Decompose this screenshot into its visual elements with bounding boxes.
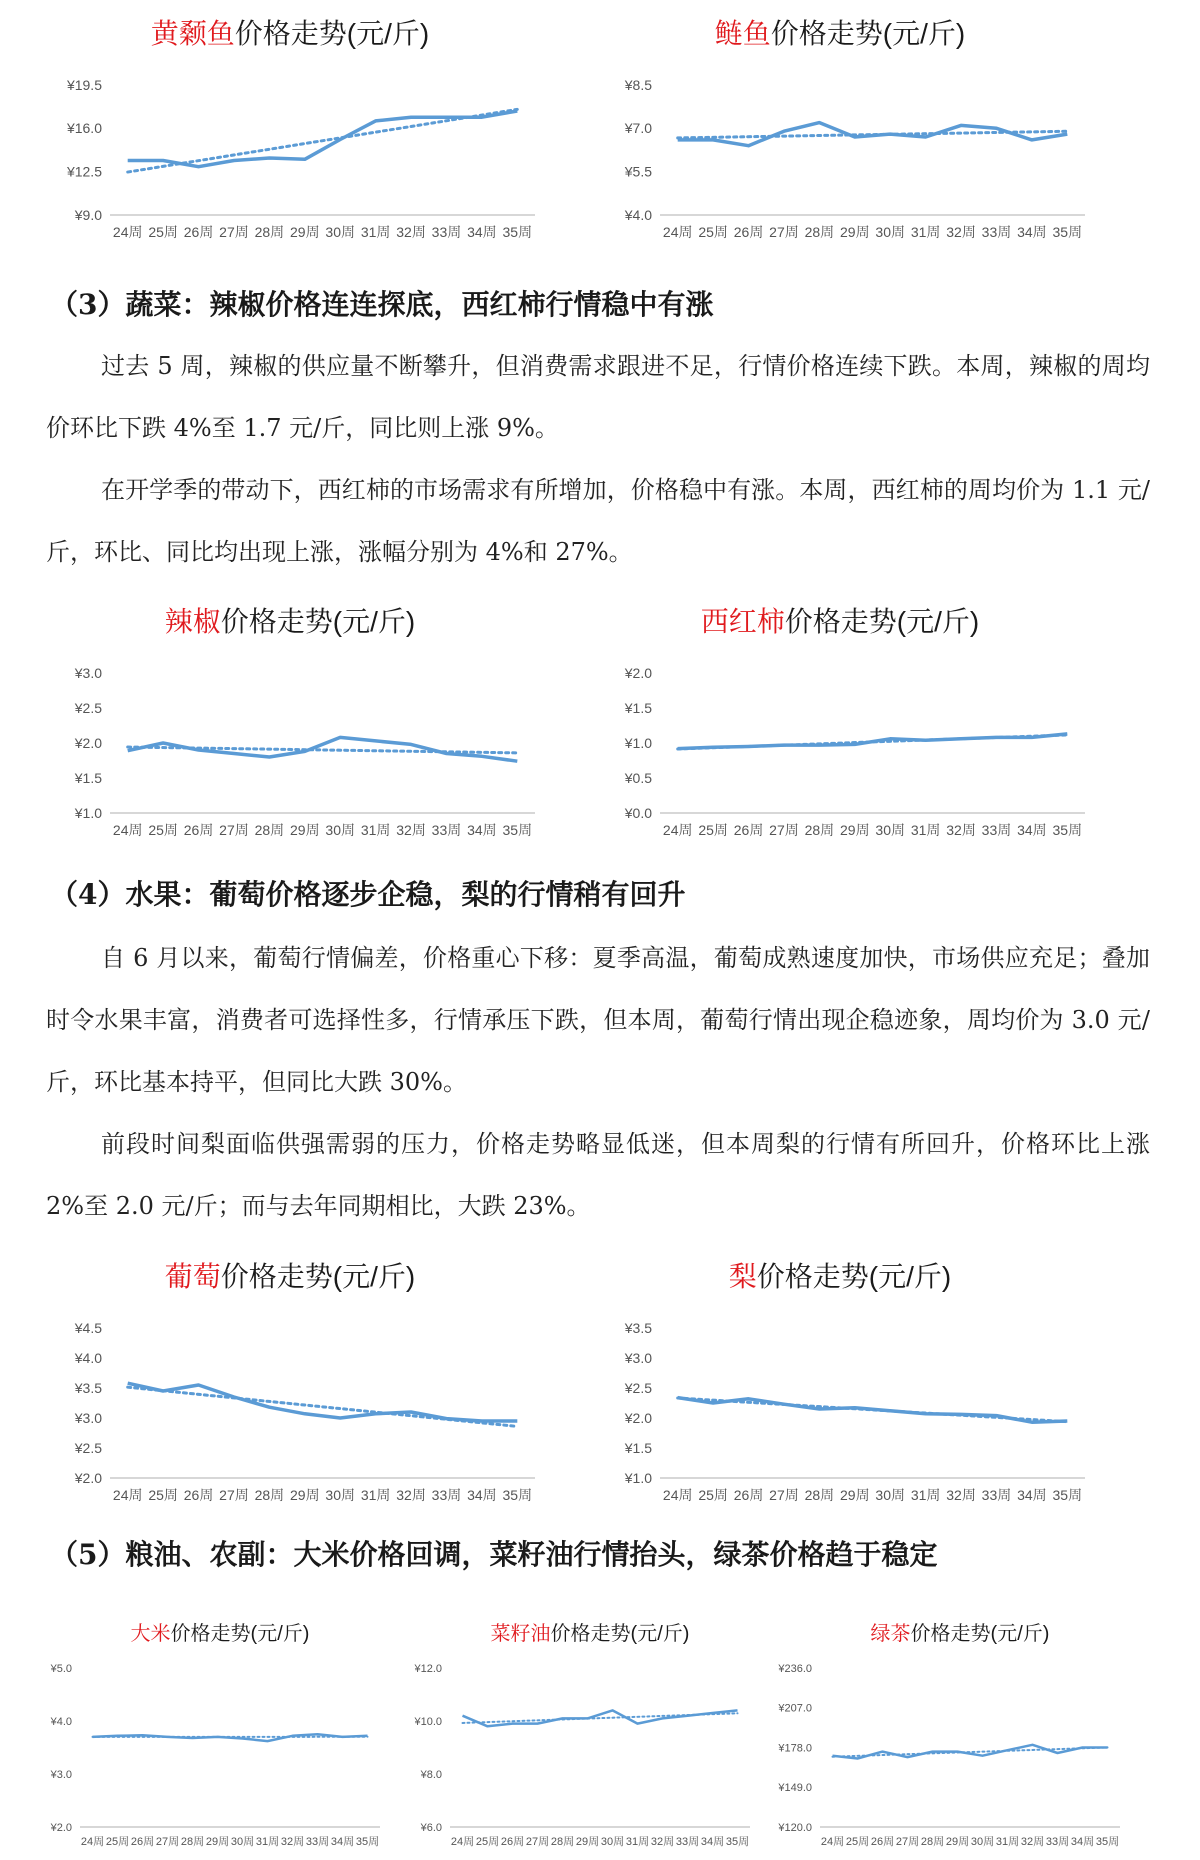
x-tick-label: 35周 bbox=[502, 822, 533, 838]
x-tick-label: 28周 bbox=[254, 822, 285, 838]
x-tick-label: 28周 bbox=[804, 822, 835, 838]
x-tick-label: 35周 bbox=[502, 224, 533, 240]
chart-title-highlight: 辣椒 bbox=[164, 606, 221, 637]
y-tick-label: ¥2.0 bbox=[50, 1821, 72, 1834]
x-tick-label: 32周 bbox=[1020, 1836, 1045, 1848]
chart-title bbox=[491, 1622, 690, 1645]
x-tick-label: 27周 bbox=[525, 1836, 550, 1848]
chart-title-rest: 价格走势(元/斤) bbox=[910, 1623, 1050, 1645]
section-heading-grain-oil: （5）粮油、农副：大米价格回调，菜籽油行情抬头，绿茶价格趋于稳定 bbox=[50, 1538, 938, 1571]
chart-svg bbox=[590, 1248, 1110, 1508]
y-tick-label: ¥0.0 bbox=[624, 804, 652, 821]
x-tick-label: 32周 bbox=[946, 224, 976, 240]
x-tick-label: 32周 bbox=[396, 822, 426, 838]
x-tick-label: 29周 bbox=[945, 1836, 970, 1848]
x-tick-label: 25周 bbox=[698, 822, 728, 838]
x-tick-label: 30周 bbox=[600, 1836, 625, 1848]
chart-title-highlight: 梨 bbox=[728, 1261, 757, 1292]
x-tick-label: 26周 bbox=[183, 822, 214, 838]
chart-title-rest: 价格走势(元/斤) bbox=[550, 1623, 690, 1645]
y-tick-label: ¥1.0 bbox=[624, 734, 652, 751]
x-tick-label: 35周 bbox=[502, 1487, 533, 1503]
x-tick-label: 35周 bbox=[355, 1836, 380, 1848]
x-tick-label: 29周 bbox=[840, 822, 870, 838]
y-tick-label: ¥3.5 bbox=[624, 1319, 652, 1336]
x-tick-label: 28周 bbox=[920, 1836, 945, 1848]
x-tick-label: 27周 bbox=[219, 1487, 249, 1503]
x-tick-label: 29周 bbox=[290, 224, 320, 240]
x-tick-label: 34周 bbox=[1017, 224, 1047, 240]
x-tick-label: 33周 bbox=[305, 1836, 330, 1848]
x-tick-label: 34周 bbox=[1017, 822, 1047, 838]
x-tick-label: 31周 bbox=[360, 224, 391, 240]
y-tick-label: ¥4.0 bbox=[624, 206, 652, 223]
x-tick-label: 25周 bbox=[148, 822, 178, 838]
y-tick-label: ¥4.0 bbox=[50, 1715, 72, 1728]
y-tick-label: ¥4.0 bbox=[74, 1349, 102, 1366]
x-tick-label: 33周 bbox=[431, 224, 462, 240]
x-tick-label: 34周 bbox=[467, 224, 497, 240]
y-tick-label: ¥3.0 bbox=[74, 664, 102, 681]
y-tick-label: ¥3.0 bbox=[50, 1768, 72, 1781]
para-fruits-2: 前段时间梨面临供强需弱的压力，价格走势略显低迷，但本周梨的行情有所回升，价格环比上涨 2%至 2.0 元/斤；而与去年同期相比，大跌 23%。 bbox=[46, 1130, 1150, 1220]
x-tick-label: 35周 bbox=[1052, 822, 1083, 838]
y-tick-label: ¥10.0 bbox=[414, 1715, 442, 1728]
x-tick-label: 31周 bbox=[625, 1836, 650, 1848]
x-tick-label: 26周 bbox=[183, 224, 214, 240]
x-tick-label: 34周 bbox=[467, 1487, 497, 1503]
chart-svg bbox=[590, 593, 1110, 843]
y-tick-label: ¥2.5 bbox=[74, 699, 102, 716]
x-tick-label: 32周 bbox=[946, 822, 976, 838]
chart-title bbox=[715, 18, 965, 49]
x-tick-label: 24周 bbox=[662, 1487, 693, 1503]
x-tick-label: 30周 bbox=[875, 1487, 905, 1503]
y-tick-label: ¥1.5 bbox=[74, 769, 102, 786]
x-tick-label: 32周 bbox=[396, 1487, 426, 1503]
x-tick-label: 28周 bbox=[550, 1836, 575, 1848]
y-tick-label: ¥8.0 bbox=[420, 1768, 442, 1781]
y-tick-label: ¥3.5 bbox=[74, 1379, 102, 1396]
x-tick-label: 34周 bbox=[1070, 1836, 1095, 1848]
x-tick-label: 31周 bbox=[255, 1836, 280, 1848]
x-tick-label: 30周 bbox=[230, 1836, 255, 1848]
chart-lvcha bbox=[780, 1600, 1140, 1855]
x-tick-label: 28周 bbox=[254, 224, 285, 240]
x-tick-label: 24周 bbox=[820, 1836, 845, 1848]
chart-xihongshi bbox=[590, 593, 1110, 843]
x-tick-label: 29周 bbox=[290, 1487, 320, 1503]
chart-svg bbox=[40, 1600, 400, 1855]
x-tick-label: 31周 bbox=[360, 822, 391, 838]
x-tick-label: 24周 bbox=[112, 1487, 143, 1503]
para-fruits-1: 自 6 月以来，葡萄行情偏差，价格重心下移：夏季高温，葡萄成熟速度加快，市场供应充足；叠加时令水果丰富，消费者可选择性多，行情承压下跌，但本周，葡萄行情出现企稳迹象，周均价为 3.0 元/斤，环比基本持平，但同比大跌 30%。 bbox=[46, 944, 1150, 1096]
x-tick-label: 32周 bbox=[396, 224, 426, 240]
y-tick-label: ¥207.0 bbox=[778, 1702, 812, 1715]
chart-title bbox=[131, 1622, 310, 1645]
x-tick-label: 35周 bbox=[1052, 1487, 1083, 1503]
x-tick-label: 33周 bbox=[675, 1836, 700, 1848]
chart-title bbox=[165, 606, 415, 637]
y-tick-label: ¥1.0 bbox=[624, 1469, 652, 1486]
y-tick-label: ¥2.0 bbox=[74, 734, 102, 751]
y-tick-label: ¥5.5 bbox=[624, 163, 652, 180]
chart-li bbox=[590, 1248, 1110, 1508]
x-tick-label: 32周 bbox=[650, 1836, 675, 1848]
x-tick-label: 27周 bbox=[155, 1836, 180, 1848]
x-tick-label: 28周 bbox=[254, 1487, 285, 1503]
y-tick-label: ¥3.0 bbox=[624, 1349, 652, 1366]
section-heading-fruits: （4）水果：葡萄价格逐步企稳，梨的行情稍有回升 bbox=[50, 878, 686, 911]
x-tick-label: 34周 bbox=[700, 1836, 725, 1848]
x-tick-label: 30周 bbox=[325, 822, 355, 838]
chart-lajiao bbox=[40, 593, 560, 843]
chart-title-highlight: 绿茶 bbox=[870, 1623, 911, 1645]
x-tick-label: 24周 bbox=[112, 224, 143, 240]
chart-title-rest: 价格走势(元/斤) bbox=[784, 606, 980, 637]
chart-huangsangyu bbox=[40, 5, 560, 245]
x-tick-label: 32周 bbox=[280, 1836, 305, 1848]
chart-title-rest: 价格走势(元/斤) bbox=[220, 1261, 416, 1292]
chart-svg bbox=[40, 1248, 560, 1508]
chart-title-highlight: 菜籽油 bbox=[490, 1623, 551, 1645]
x-tick-label: 29周 bbox=[840, 224, 870, 240]
x-tick-label: 24周 bbox=[450, 1836, 475, 1848]
chart-title-highlight: 葡萄 bbox=[164, 1261, 221, 1292]
chart-title-highlight: 黄颡鱼 bbox=[150, 18, 235, 49]
x-tick-label: 30周 bbox=[970, 1836, 995, 1848]
x-tick-label: 25周 bbox=[105, 1836, 130, 1848]
y-tick-label: ¥7.0 bbox=[624, 120, 652, 137]
chart-putao bbox=[40, 1248, 560, 1508]
x-tick-label: 31周 bbox=[360, 1487, 391, 1503]
x-tick-label: 34周 bbox=[467, 822, 497, 838]
y-tick-label: ¥120.0 bbox=[778, 1821, 812, 1834]
series-line bbox=[678, 734, 1068, 749]
y-tick-label: ¥2.0 bbox=[624, 1409, 652, 1426]
x-tick-label: 25周 bbox=[148, 1487, 178, 1503]
y-tick-label: ¥5.0 bbox=[50, 1662, 72, 1675]
x-tick-label: 25周 bbox=[148, 224, 178, 240]
chart-lianyu bbox=[590, 5, 1110, 245]
x-tick-label: 24周 bbox=[662, 224, 693, 240]
x-tick-label: 29周 bbox=[840, 1487, 870, 1503]
x-tick-label: 24周 bbox=[112, 822, 143, 838]
chart-caiziyou bbox=[410, 1600, 770, 1855]
y-tick-label: ¥149.0 bbox=[778, 1782, 812, 1795]
x-tick-label: 26周 bbox=[733, 224, 764, 240]
x-tick-label: 34周 bbox=[330, 1836, 355, 1848]
x-tick-label: 27周 bbox=[895, 1836, 920, 1848]
y-tick-label: ¥12.0 bbox=[414, 1662, 442, 1675]
x-tick-label: 26周 bbox=[733, 1487, 764, 1503]
x-tick-label: 25周 bbox=[698, 1487, 728, 1503]
x-tick-label: 33周 bbox=[431, 822, 462, 838]
x-tick-label: 24周 bbox=[80, 1836, 105, 1848]
chart-title bbox=[871, 1622, 1050, 1645]
x-tick-label: 31周 bbox=[910, 224, 941, 240]
x-tick-label: 34周 bbox=[1017, 1487, 1047, 1503]
chart-title bbox=[151, 18, 429, 49]
x-tick-label: 26周 bbox=[870, 1836, 895, 1848]
chart-svg bbox=[780, 1600, 1140, 1855]
series-line bbox=[678, 123, 1068, 146]
x-tick-label: 30周 bbox=[325, 1487, 355, 1503]
x-tick-label: 25周 bbox=[845, 1836, 870, 1848]
x-tick-label: 31周 bbox=[910, 822, 941, 838]
chart-title bbox=[701, 606, 979, 637]
y-tick-label: ¥0.5 bbox=[624, 769, 652, 786]
x-tick-label: 33周 bbox=[431, 1487, 462, 1503]
x-tick-label: 25周 bbox=[475, 1836, 500, 1848]
y-tick-label: ¥1.5 bbox=[624, 1439, 652, 1456]
x-tick-label: 27周 bbox=[769, 1487, 799, 1503]
x-tick-label: 31周 bbox=[995, 1836, 1020, 1848]
x-tick-label: 24周 bbox=[662, 822, 693, 838]
chart-svg bbox=[410, 1600, 770, 1855]
y-tick-label: ¥2.5 bbox=[74, 1439, 102, 1456]
chart-title bbox=[165, 1261, 415, 1292]
x-tick-label: 29周 bbox=[205, 1836, 230, 1848]
x-tick-label: 27周 bbox=[219, 822, 249, 838]
y-tick-label: ¥16.0 bbox=[66, 120, 102, 137]
x-tick-label: 30周 bbox=[875, 224, 905, 240]
x-tick-label: 33周 bbox=[981, 1487, 1012, 1503]
x-tick-label: 29周 bbox=[575, 1836, 600, 1848]
x-tick-label: 35周 bbox=[1052, 224, 1083, 240]
y-tick-label: ¥9.0 bbox=[74, 206, 102, 223]
y-tick-label: ¥2.0 bbox=[74, 1469, 102, 1486]
y-tick-label: ¥2.5 bbox=[624, 1379, 652, 1396]
x-tick-label: 28周 bbox=[180, 1836, 205, 1848]
chart-title-rest: 价格走势(元/斤) bbox=[170, 1623, 310, 1645]
x-tick-label: 27周 bbox=[769, 224, 799, 240]
y-tick-label: ¥6.0 bbox=[420, 1821, 442, 1834]
y-tick-label: ¥1.5 bbox=[624, 699, 652, 716]
chart-title-rest: 价格走势(元/斤) bbox=[770, 18, 966, 49]
x-tick-label: 30周 bbox=[325, 224, 355, 240]
series-line bbox=[678, 1398, 1068, 1423]
x-tick-label: 31周 bbox=[910, 1487, 941, 1503]
chart-dami bbox=[40, 1600, 400, 1855]
x-tick-label: 35周 bbox=[1095, 1836, 1120, 1848]
y-tick-label: ¥1.0 bbox=[74, 804, 102, 821]
x-tick-label: 26周 bbox=[733, 822, 764, 838]
series-line bbox=[128, 1383, 518, 1421]
chart-svg bbox=[40, 593, 560, 843]
y-tick-label: ¥8.5 bbox=[624, 76, 652, 93]
chart-title bbox=[729, 1261, 951, 1292]
x-tick-label: 32周 bbox=[946, 1487, 976, 1503]
y-tick-label: ¥19.5 bbox=[66, 76, 102, 93]
x-tick-label: 35周 bbox=[725, 1836, 750, 1848]
y-tick-label: ¥4.5 bbox=[74, 1319, 102, 1336]
chart-title-highlight: 西红柿 bbox=[700, 606, 785, 637]
x-tick-label: 33周 bbox=[981, 822, 1012, 838]
y-tick-label: ¥3.0 bbox=[74, 1409, 102, 1426]
chart-title-highlight: 大米 bbox=[130, 1623, 171, 1645]
x-tick-label: 33周 bbox=[981, 224, 1012, 240]
x-tick-label: 27周 bbox=[219, 224, 249, 240]
x-tick-label: 33周 bbox=[1045, 1836, 1070, 1848]
x-tick-label: 28周 bbox=[804, 1487, 835, 1503]
chart-svg bbox=[40, 5, 560, 245]
para-vegetables-1: 过去 5 周，辣椒的供应量不断攀升，但消费需求跟进不足，行情价格连续下跌。本周，辣椒的周均价环比下跌 4%至 1.7 元/斤，同比则上涨 9%。 bbox=[46, 352, 1150, 442]
x-tick-label: 29周 bbox=[290, 822, 320, 838]
chart-title-rest: 价格走势(元/斤) bbox=[234, 18, 430, 49]
x-tick-label: 26周 bbox=[500, 1836, 525, 1848]
y-tick-label: ¥178.0 bbox=[778, 1742, 812, 1755]
chart-svg bbox=[590, 5, 1110, 245]
x-tick-label: 30周 bbox=[875, 822, 905, 838]
chart-title-highlight: 鲢鱼 bbox=[714, 18, 771, 49]
x-tick-label: 28周 bbox=[804, 224, 835, 240]
chart-title-rest: 价格走势(元/斤) bbox=[220, 606, 416, 637]
y-tick-label: ¥2.0 bbox=[624, 664, 652, 681]
x-tick-label: 26周 bbox=[130, 1836, 155, 1848]
section-heading-vegetables: （3）蔬菜：辣椒价格连连探底，西红柿行情稳中有涨 bbox=[50, 288, 714, 321]
chart-title-rest: 价格走势(元/斤) bbox=[756, 1261, 952, 1292]
y-tick-label: ¥12.5 bbox=[66, 163, 102, 180]
x-tick-label: 26周 bbox=[183, 1487, 214, 1503]
x-tick-label: 27周 bbox=[769, 822, 799, 838]
y-tick-label: ¥236.0 bbox=[778, 1662, 812, 1675]
para-vegetables-2: 在开学季的带动下，西红柿的市场需求有所增加，价格稳中有涨。本周，西红柿的周均价为 1.1 元/斤，环比、同比均出现上涨，涨幅分别为 4%和 27%。 bbox=[46, 476, 1150, 566]
x-tick-label: 25周 bbox=[698, 224, 728, 240]
